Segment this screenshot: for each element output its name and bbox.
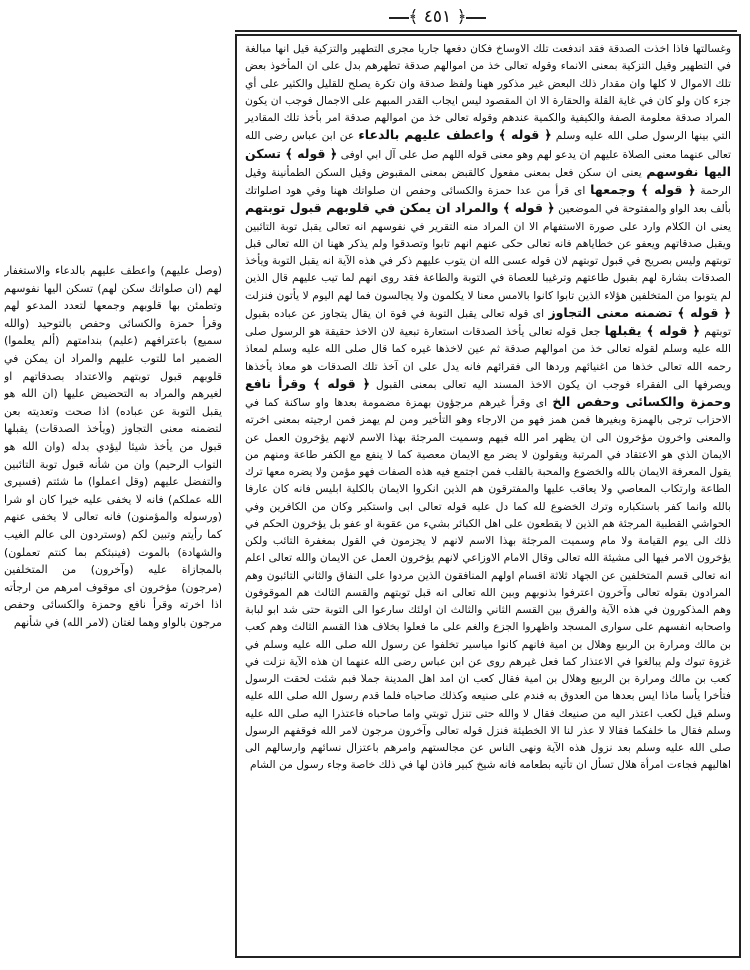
commentary-text: اى قوله تعالى يقبل التوبة في قوة ان يقال يتجاوز عن عباده بقبول توبتهم <box>245 306 732 338</box>
main-commentary-text <box>245 40 731 774</box>
commentary-text: وغسالتها فاذا اخذت الصدقة فقد اندفعت تلك الاوساخ فكان دفعها جاريا مجرى التطهير والتزكية قيل انها مبالغة في التطهير وقيل التزكية بمعنى الانماء وقوله تعالى خذ من اموالهم صدقة تطهرهم بدل على ان المأخوذ بعض تلك الاموال لا كلها وان مقدار ذلك البعض غير مذكور ههنا ولفظ صدقة وان تكرة يصلح للقليل والكثير على أي جزء كان ولو كان في غاية القلة والحقارة الا ان المقصود ليس ايجاب القدر المبهم على الاجمال فوجب ان يكون المراد صدقة معلومة الصفة والكيفية والكمية عندهم وقوله تعالى خذ من اموالهم صدقة امر بأخذ تلك المقادير التي بينها الرسول صلى الله عليه وسلم <box>245 42 731 143</box>
commentary-keyword: ﴿ قوله ﴾ تسكن اليها نفوسهم <box>245 145 731 179</box>
commentary-paragraph <box>245 40 731 774</box>
commentary-text: جعل قوله تعالى يأخذ الصدقات استعارة تبعية لان الاخذ حقيقة هو الرسول صلى الله عليه وسلم لقوله تعالى خذ من اموالهم صدقة ثم عين لاخذها غيره كما قال صلى الله عليه وسلم لمعاذ رحمه الله تعالى خذها من اغنيائهم وردها الى فقرائهم فانه يدل على ان آخذ تلك الصدقات هو معاذ يأخذها ويصرفها الى الفقراء فوجب ان يكون الاخذ المسند اليه تعالى بمعنى القبول <box>245 325 732 391</box>
commentary-text: عن ابن عباس رضى الله تعالى عنهما معنى الصلاة عليهم ان يدعو لهم وهو معنى قوله اللهم صل على آل ابي اوفى <box>245 129 731 161</box>
commentary-keyword: ﴿ قوله ﴾ واعطف عليهم بالدعاء <box>358 127 552 143</box>
commentary-keyword: ﴿ قوله ﴾ وجمعها <box>590 182 696 197</box>
commentary-keyword: ﴿ قوله ﴾ وقرأ نافع وحمزة والكسائى وحفص الخ <box>245 375 731 409</box>
header-rule <box>235 30 737 32</box>
commentary-text: اى قرأ من عدا حمزة والكسائى وحفص ان صلواتك ههنا وفي هود اصلواتك بألف بعد الواو والمفتوحة في الموضعين <box>245 184 731 216</box>
margin-paragraph: (وصل عليهم) واعطف عليهم بالدعاء والاستغفار لهم (ان صلواتك سكن لهم) تسكن اليها نفوسهم وتطمئن بها قلوبهم وجمعها لتعدد المدعو لهم وقرأ حمزة والكسائى وحفص بالتوحيد (والله سميع) باعترافهم (عليم) بندامتهم (ألم يعلموا) الضمير اما للتوب عليهم والمراد ان يمكن في قلوبهم قبول توبتهم والاعتداد بصدقاتهم او لغيرهم والمراد به التحضيض عليها (ان الله هو يقبل التوبة عن عباده) اذا صحت وتعديته بعن لتضمنه معنى التجاوز (ويأخذ الصدقات) يقبلها قبول من يأخذ شيئا ليؤدي بدله (وان الله هو التواب الرحيم) وان من شأنه قبول توبة التائبين والتفضل عليهم (وقل اعملوا) ما شئتم (فسيرى الله عملكم) فانه لا يخفى عليه خيرا كان او شرا (ورسوله والمؤمنون) فانه تعالى لا يخفى عنهم كما رأيتم وتبين لكم (وستردون الى عالم الغيب والشهادة) بالموت (فينبئكم بما كنتم تعملون) بالمجازاة عليه (وآخرون) من المتخلفين (مرجون) مؤخرون اى موقوف امرهم من ارجأته اذا اخرته وقرأ نافع وحمزة والكسائى وحفص مرجون بالواو وهما لغتان (لامر الله) في شأنهم <box>4 264 222 629</box>
main-commentary-frame <box>235 34 741 958</box>
commentary-keyword: ﴿ قوله ﴾ والمراد ان يمكن في قلوبهم قبول توبتهم <box>245 200 555 216</box>
commentary-keyword: ﴿ قوله ﴾ تضمنه معنى التجاوز <box>548 304 731 320</box>
commentary-text: يعنى ان الكلام وارد على صورة الاستفهام الا ان المراد منه التقرير في نفوسهم انه تعالى يقبل توبة التائبين ويقبل صدقاتهم ويعفو عن خطاياهم فانه تعالى حكى عنهم انهم تابوا وتصدقوا ولم يذكر ههنا ان الله تعالى قبل توبتهم وليس بصريح في قبول توبتهم لان قوله عسى الله ان يتوب عليهم ذكر في هذه الآية انه يقبل التوبة ويأخذ الصدقات بشارة لهم بقبول طاعتهم وترغيبا للعصاة في التوبة والطاعة فقد روى انهم لما تيب عليهم قال الذين لم يتوبوا من المتخلفين هؤلاء الذين تابوا كانوا بالامس معنا لا يكلمون ولا يجالسون فما لهم اليوم لا يأتون فنزلت <box>245 219 731 302</box>
margin-tafsir-notes <box>4 262 222 962</box>
page-number: ﴿ ٤٥١ ﴾ <box>395 4 480 30</box>
commentary-keyword: ﴿ قوله ﴾ يقبلها <box>604 323 700 338</box>
commentary-text: اى وقرأ غيرهم مرجؤون بهمزة مضمومة بعدها واو ساكنة كما في الاحزاب ترجى بالهمزة وبغيرها فمن همز فهو من الارجاء وهو التأخير ومن لم يهمز فمن ارجيته بمعنى اخرته والمعنى واخرون مؤخرون الى ان يظهر امر الله فيهم وسميت المرجئة بهذا الاسم لانهم يؤخرون العمل عن الايمان الذي هو الاعتقاد في المرتبة ويقولون لا يضر مع الايمان معصية كما لا ينفع مع الكفر طاعة ومنهم من يقول المعرفة الايمان بالله والخضوع والمحبة بالقلب فمن اجتمع فيه هذه الصفات فهو مؤمن ولا يضره معها ترك الطاعة وارتكاب المعاصي ولا يعاقب عليها والمفترقون هم الذين انكروا الايمان بالكلية ابليس فانه كان عارفا بالله وانما كفر باستكباره وترك الخضوع لله كما دل عليه قوله تعالى ابى واستكبر وكان من الكافرين وفي الحواشي القطبية المرجئة هم الذين لا يقطعون على اهل الكبائر بشيء من عقوبة او عفو بل يؤخرون الحكم في ذلك الى يوم القيامة ولا مام وسميت المرجئة بهذا الاسم لانهم لا يجزمون في القول بمغفرة التائب ولكن يؤخرون الامر فيها الى مشيئة الله تعالى وقال الامام الاوزاعي لانهم يؤخرون العمل عن الايمان والله تعالى اعلم انه تعالى قسم المتخلفين عن الجهاد ثلاثة اقسام اولهم المنافقون الذين مردوا على النفاق والثاني التائبون وهم المرادون بقوله تعالى وآخرون اعترفوا بذنوبهم وبين الله تعالى انه قبل توبتهم والقسم الثالث هم الموقوفون وهم المذكورون في هذه الآية والفرق بين القسم الثاني والثالث ان اولئك سارعوا الى التوبة حتى شد ابو لبابة واصحابه انفسهم على سوارى المسجد واظهروا الجزع والغم على ما فعلوا بخلاف هذا القسم الثالث وهم كعب بن مالك ومرارة بن الربيع وهلال بن امية فانهم كانوا مياسير تخلفوا عن رسول الله صلى الله عليه وسلم في غزوة تبوك ولم يبالغوا في الاعتذار كما فعل غيرهم روى عن ابن عباس رضى الله عنهما ان هذه الآية نزلت في كعب بن مالك ومرارة بن الربيع وهلال بن امية فقال كعب ان امد اهل المدينة جملا فبم شئت لحقت الرسول فتأخرا يأسا ماذا ايس بعدها من العدوق به فندم على صنيعه وكذلك صاحباه فلما قدم رسول الله صلى الله عليه وسلم قيل لكعب اعتذر اليه من صنيعك فقال لا والله حتى تنزل توبتي واما صاحباه فاعتذرا اليه صلى الله عليه وسلم فقال ما خلفكما فقالا لا عذر لنا الا الخطيئة فنزل قوله تعالى وآخرون مرجون لامر الله فوقفهم الرسول صلى الله عليه وسلم بعد نزول هذه الآية ونهى الناس عن مجالستهم وامرهم باعتزال نسائهم وارسالهم الى اهاليهم فجاءت امرأة هلال تسأل ان تأتيه بطعامه فانه شيخ كبير فاذن لها في ذلك خاصة وجاء رسول من الشام <box>245 396 731 772</box>
commentary-text: يعنى ان سكن فعل بمعنى مفعول كالقبض بمعنى المقبوض وقيل السكن الطمأنينة وقيل الرحمة <box>245 165 731 197</box>
